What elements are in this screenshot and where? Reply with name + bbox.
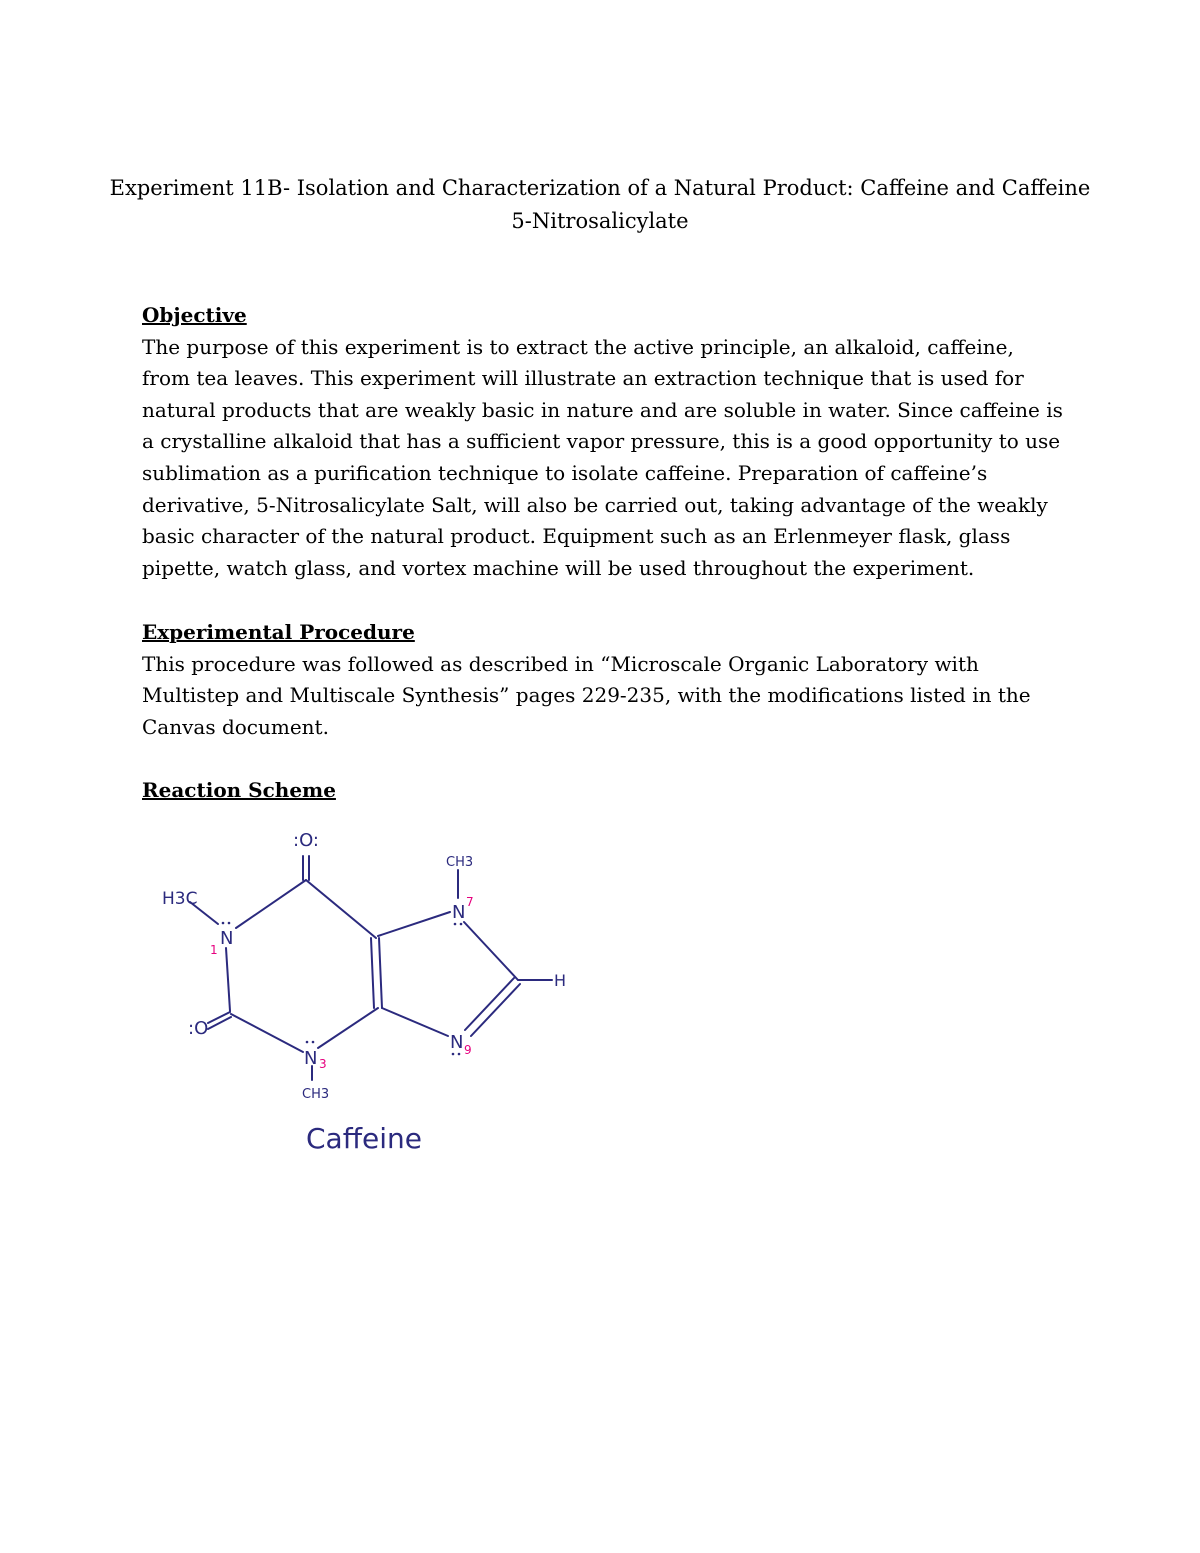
lone-pair-dots (222, 922, 463, 1056)
reaction-scheme-section (142, 775, 1067, 807)
title-line-2: 5-Nitrosalicylate (511, 209, 689, 233)
objective-paragraph: The purpose of this experiment is to extract the active principle, an alkaloid, caffeine, from tea leaves. This experiment will illustrate an extraction technique that is used for natural products that are weakly basic in nature and are soluble in water. Since caffeine is a crystalline alkaloid that has a sufficient vapor pressure, this is a good opportunity to use sublimation as a purification technique to isolate caffeine. Preparation of caffeine’s derivative, 5-Nitrosalicylate Salt, will also be carried out, taking advantage of the weakly basic character of the natural product. Equipment such as an Erlenmeyer flask, glass pipette, watch glass, and vortex machine will be used throughout the experiment. (142, 334, 1063, 580)
top-oxygen-label: :O: (293, 830, 319, 851)
methyl-n7-label: CH3 (446, 855, 474, 870)
procedure-paragraph: This procedure was followed as described in “Microscale Organic Laboratory with Multistep and Multiscale Synthesis” pages 229-235, with the modifications listed in the Canvas document. (142, 651, 1031, 739)
left-oxygen-label: :O (188, 1018, 209, 1039)
document-title (100, 172, 1100, 238)
reaction-scheme-heading: Reaction Scheme (142, 778, 336, 802)
hydrogen-label: H (554, 971, 567, 990)
n7-number: 7 (466, 895, 474, 909)
n9-label: N (450, 1032, 464, 1053)
n3-label: N (304, 1048, 318, 1069)
methyl-n3-label: CH3 (302, 1087, 330, 1102)
procedure-section (142, 617, 1067, 743)
n3-number: 3 (319, 1057, 327, 1071)
objective-heading: Objective (142, 303, 247, 327)
objective-section (142, 300, 1067, 584)
caffeine-caption: Caffeine (306, 1122, 422, 1155)
n7-label: N (452, 902, 466, 923)
n1-number: 1 (210, 943, 218, 957)
procedure-heading: Experimental Procedure (142, 620, 415, 644)
title-line-1: Experiment 11B- Isolation and Characterization of a Natural Product: Caffeine and Caffeine (109, 176, 1091, 200)
n1-label: N (220, 928, 234, 949)
methyl-n1-label: H3C (162, 889, 198, 909)
caffeine-structure-drawing (140, 818, 620, 1158)
bond-lines (190, 856, 552, 1080)
n9-number: 9 (464, 1043, 472, 1057)
